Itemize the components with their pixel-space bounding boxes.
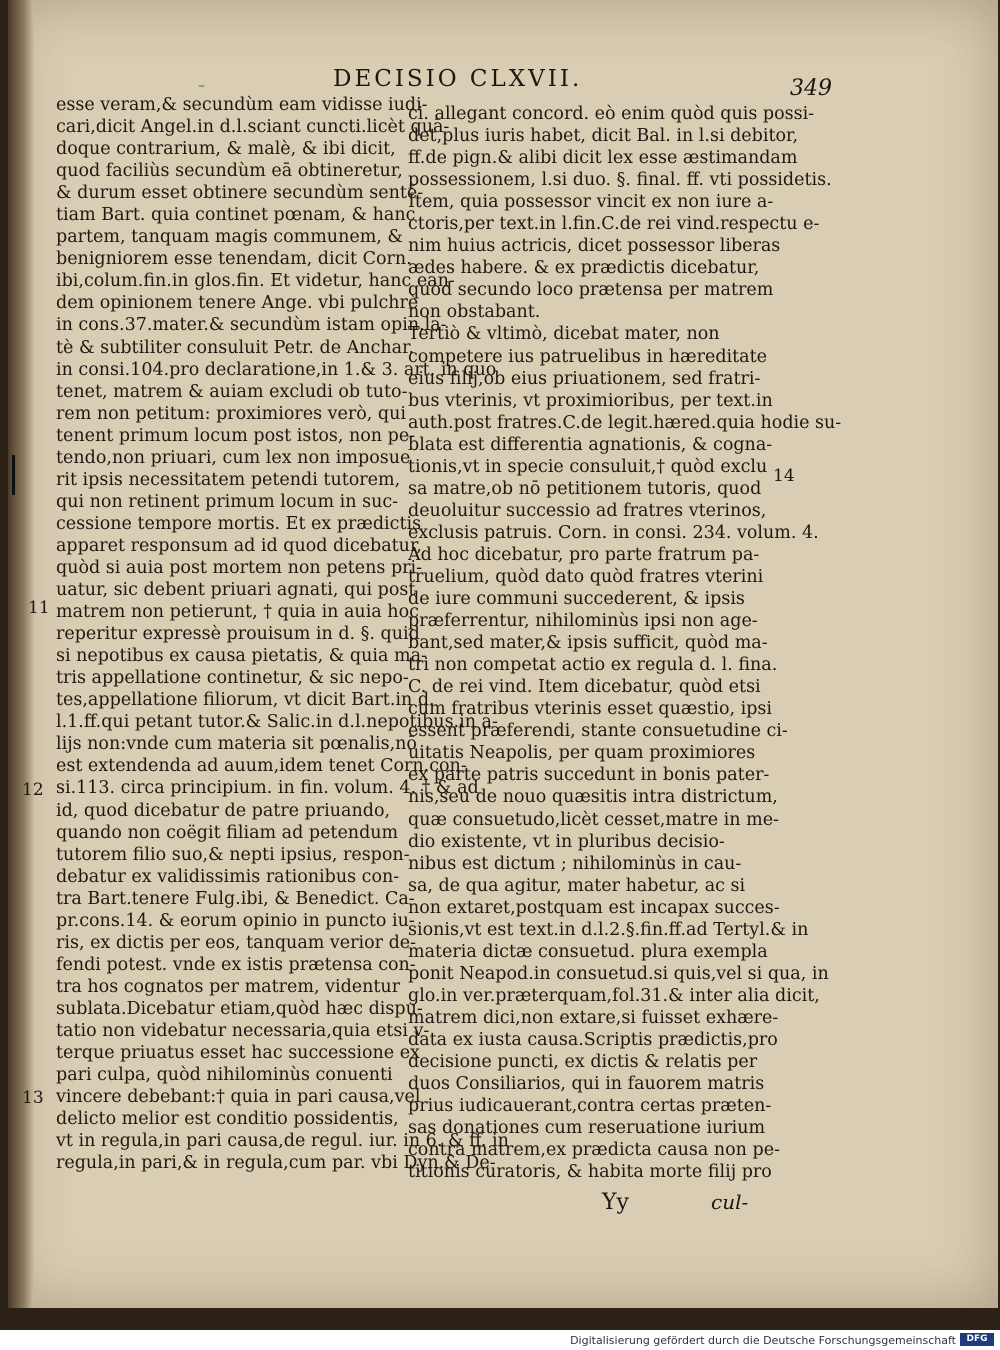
text-line: si.113. circa principium. in fin. volum. 4. † & ad xyxy=(56,778,479,799)
text-line: uatur, sic debent priuari agnati, qui post xyxy=(56,580,416,601)
text-line: tenent primum locum post istos, non pe- xyxy=(56,425,416,446)
text-line: rit ipsis necessitatem petendi tutorem, xyxy=(56,469,401,490)
text-line: debatur ex validissimis rationibus con- xyxy=(56,866,400,887)
text-line: Tertiò & vltimò, dicebat mater, non xyxy=(408,324,720,345)
text-line: doque contrarium, & malè, & ibi dicit, xyxy=(56,139,396,160)
text-line: quando non coëgit filiam ad petendum xyxy=(56,822,399,843)
margin-number-12: 12 xyxy=(22,780,44,800)
text-line: benigniorem esse tenendam, dicit Corn. xyxy=(56,249,412,270)
text-line: tatio non videbatur necessaria,quia etsi v- xyxy=(56,1020,430,1041)
text-line: si nepotibus ex causa pietatis, & quia ma- xyxy=(56,646,427,667)
text-line: ci. allegant concord. eò enim quòd quis possi- xyxy=(408,104,815,124)
text-line: ex parte patris succedunt in bonis pater- xyxy=(408,765,770,786)
text-line: quòd secundo loco prætensa per matrem xyxy=(408,280,774,301)
text-line: & durum esset obtinere secundùm sentē- xyxy=(56,183,424,204)
text-line: matrem non petierunt, † quia in auia hoc xyxy=(56,602,419,623)
text-line: data ex iusta causa.Scriptis prædictis,pro xyxy=(408,1029,778,1050)
text-line: dem opinionem tenere Ange. vbi pulchrè xyxy=(56,293,419,314)
text-line: quod faciliùs secundùm eā obtineretur, xyxy=(56,161,403,182)
text-line: sas donationes cum reseruatione iurium xyxy=(408,1118,766,1139)
text-line: dio existente, vt in pluribus decisio- xyxy=(408,831,725,852)
text-line: materia dictæ consuetud. plura exempla xyxy=(408,941,768,962)
text-line: uitatis Neapolis, per quam proximiores xyxy=(408,743,756,764)
page-edge-mark xyxy=(12,455,15,495)
text-line: ff.de pign.& alibi dicit lex esse æstimandam xyxy=(408,148,798,169)
page-header: DECISIO CLXVII. xyxy=(333,66,583,92)
margin-number-13: 13 xyxy=(22,1088,44,1108)
text-line: de iure communi succederent, & ipsis xyxy=(408,589,745,610)
margin-number-11: 11 xyxy=(28,598,50,618)
text-line: rem non petitum: proximiores verò, qui xyxy=(56,403,406,424)
text-line: fendi potest. vnde ex istis prætensa con- xyxy=(56,954,416,975)
text-line: tutorem filio suo,& nepti ipsius, respon- xyxy=(56,844,410,865)
text-line: lijs non:vnde cum materia sit pœnalis,nō xyxy=(56,734,417,755)
text-line: partem, tanquam magis communem, & xyxy=(56,227,404,248)
text-line: ponit Neapod.in consuetud.si quis,vel si qua, in xyxy=(408,963,829,984)
text-line: sublata.Dicebatur etiam,quòd hæc dispu- xyxy=(56,998,423,1019)
text-line: vincere debebant:† quia in pari causa,vel xyxy=(56,1087,421,1108)
page-number: 349 xyxy=(790,76,832,101)
text-line: bant,sed mater,& ipsis sufficit, quòd ma- xyxy=(408,633,768,654)
text-line: regula,in pari,& in regula,cum par. vbi Dyn.& De- xyxy=(56,1153,496,1174)
text-line: det,plus iuris habet, dicit Bal. in l.si debitor, xyxy=(408,126,799,147)
text-line: exclusis patruis. Corn. in consi. 234. volum. 4. xyxy=(408,522,819,543)
text-line: sa, de qua agitur, mater habetur, ac si xyxy=(408,875,746,896)
text-line: tra hos cognatos per matrem, videntur xyxy=(56,976,401,997)
text-line: tris appellatione continetur, & sic nepo- xyxy=(56,668,409,689)
text-line: reperitur expressè prouisum in d. §. quid xyxy=(56,624,420,645)
text-line: tè & subtiliter consuluit Petr. de Anchar. xyxy=(56,337,415,358)
text-line: non extaret,postquam est incapax succes- xyxy=(408,897,780,918)
catchword: cul- xyxy=(711,1190,749,1214)
text-line: tiam Bart. quia continet pœnam, & hanc xyxy=(56,205,416,226)
text-line: pari culpa, quòd nihilominùs conuenti xyxy=(56,1065,393,1086)
text-line: C. de rei vind. Item dicebatur, quòd etsi xyxy=(408,677,761,698)
book-page xyxy=(8,0,998,1308)
text-line: titionis curatoris, & habita morte filij pro xyxy=(408,1162,772,1183)
text-line: cum fratribus vterinis esset quæstio, ipsi xyxy=(408,699,773,720)
text-line: duos Consiliarios, qui in fauorem matris xyxy=(408,1074,765,1095)
footer-credit: Digitalisierung gefördert durch die Deutsche Forschungsgemeinschaft xyxy=(570,1334,956,1347)
text-line: l.1.ff.qui petant tutor.& Salic.in d.l.nepotibus.in a- xyxy=(56,712,498,733)
text-line: Item, quia possessor vincit ex non iure a- xyxy=(408,192,774,213)
text-line: tendo,non priuari, cum lex non imposue xyxy=(56,447,411,468)
text-line: in cons.37.mater.& secundùm istam opin.la- xyxy=(56,315,447,336)
text-line: possessionem, l.si duo. §. final. ff. vti possidetis. xyxy=(408,170,832,191)
text-line: id, quod dicebatur de patre priuando, xyxy=(56,800,391,821)
text-line: competere ius patruelibus in hæreditate xyxy=(408,346,767,367)
text-line: sa matre,ob nō petitionem tutoris, quod xyxy=(408,478,762,499)
text-line: contra matrem,ex prædicta causa non pe- xyxy=(408,1140,780,1161)
top-mark: – xyxy=(198,78,205,94)
text-line: nis,seu de nouo quæsitis intra districtum, xyxy=(408,787,778,808)
text-line: esse veram,& secundùm eam vidisse iudi- xyxy=(56,95,428,115)
text-line: prius iudicauerant,contra certas præten- xyxy=(408,1096,772,1117)
text-line: terque priuatus esset hac successione ex xyxy=(56,1043,420,1064)
text-line: est extendenda ad auum,idem tenet Corn.con- xyxy=(56,756,467,777)
text-line: qui non retinent primum locum in suc- xyxy=(56,491,399,512)
text-line: bus vterinis, vt proximioribus, per text.in xyxy=(408,390,773,411)
footer-bar xyxy=(0,1330,1000,1350)
text-line: ris, ex dictis per eos, tanquam verior de- xyxy=(56,932,417,953)
text-line: sionis,vt est text.in d.l.2.§.fin.ff.ad Tertyl.& in xyxy=(408,919,809,940)
text-line: apparet responsum ad id quod dicebatur, xyxy=(56,535,422,556)
text-line: tri non competat actio ex regula d. l. fina. xyxy=(408,655,778,676)
text-line: quòd si auia post mortem non petens pri- xyxy=(56,557,423,578)
text-line: vt in regula,in pari causa,de regul. iur. in 6. & ff. in xyxy=(56,1131,509,1152)
text-line: Ad hoc dicebatur, pro parte fratrum pa- xyxy=(408,544,760,565)
text-line: non obstabant. xyxy=(408,302,541,323)
text-line: cari,dicit Angel.in d.l.sciant cuncti.licèt quā- xyxy=(56,117,450,138)
text-line: delicto melior est conditio possidentis, xyxy=(56,1109,399,1130)
margin-number-14: 14 xyxy=(773,466,795,486)
dfg-logo: DFG xyxy=(960,1333,994,1346)
text-line: decisione puncti, ex dictis & relatis per xyxy=(408,1052,758,1073)
text-line: truelium, quòd dato quòd fratres vterini xyxy=(408,566,764,587)
text-line: tra Bart.tenere Fulg.ibi, & Benedict. Ca- xyxy=(56,888,415,909)
text-line: præferrentur, nihilominùs ipsi non age- xyxy=(408,611,758,632)
text-line: in consi.104.pro declaratione,in 1.& 3. art. in quo xyxy=(56,359,497,380)
text-line: ædes habere. & ex prædictis dicebatur, xyxy=(408,258,760,279)
signature-mark: Yy xyxy=(602,1190,629,1215)
text-line: nim huius actricis, dicet possessor liberas xyxy=(408,236,781,257)
text-line: deuoluitur successio ad fratres vterinos, xyxy=(408,500,767,521)
text-line: glo.in ver.præterquam,fol.31.& inter alia dicit, xyxy=(408,985,820,1006)
text-line: tionis,vt in specie consuluit,† quòd exclu xyxy=(408,456,768,477)
text-line: auth.post fratres.C.de legit.hæred.quia hodie su- xyxy=(408,412,842,433)
text-line: blata est differentia agnationis, & cogna- xyxy=(408,434,773,455)
text-line: quæ consuetudo,licèt cesset,matre in me- xyxy=(408,809,779,830)
text-line: pr.cons.14. & eorum opinio in puncto iu- xyxy=(56,910,415,931)
text-line: essent præferendi, stante consuetudine ci- xyxy=(408,721,788,742)
text-line: tes,appellatione filiorum, vt dicit Bart.in d. xyxy=(56,690,435,711)
book-spine xyxy=(8,0,34,1308)
text-line: matrem dici,non extare,si fuisset exhære- xyxy=(408,1007,779,1028)
text-line: tenet, matrem & auiam excludi ob tuto- xyxy=(56,381,408,402)
text-line: nibus est dictum ; nihilominùs in cau- xyxy=(408,853,742,874)
text-line: cessione tempore mortis. Et ex prædictis xyxy=(56,513,422,534)
text-line: eius filij,ob eius priuationem, sed fratri- xyxy=(408,368,761,389)
text-line: ctoris,per text.in l.fin.C.de rei vind.respectu e- xyxy=(408,214,820,235)
text-line: ibi,colum.fin.in glos.fin. Et videtur, hanc ean- xyxy=(56,271,455,292)
